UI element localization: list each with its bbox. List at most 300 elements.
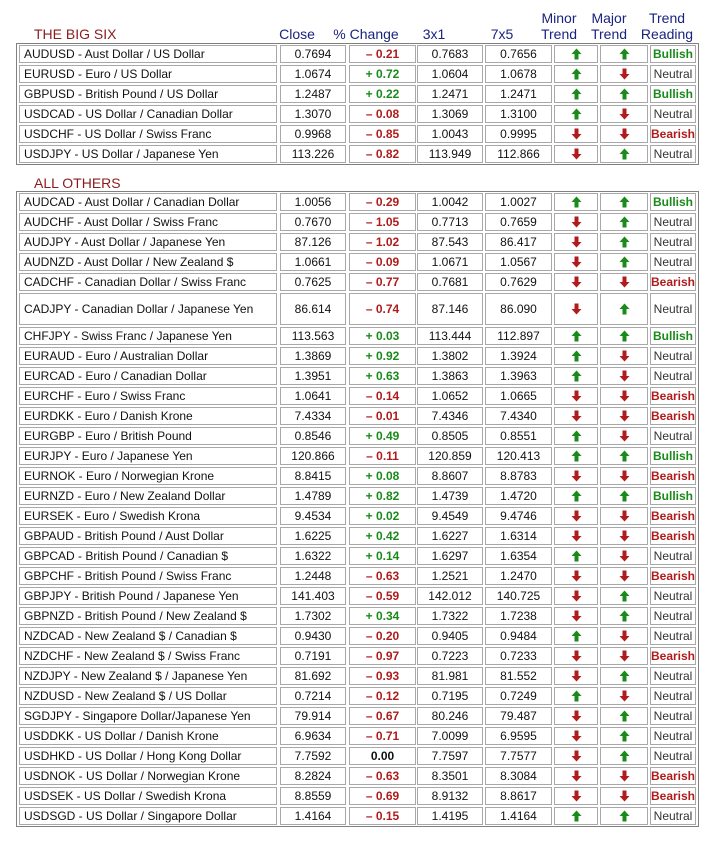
major-trend-cell bbox=[600, 767, 648, 785]
close-cell: 87.126 bbox=[280, 233, 346, 251]
pct-change-cell: – 1.05 bbox=[349, 213, 416, 231]
ma-7x5-cell: 8.3084 bbox=[485, 767, 552, 785]
trend-reading-cell: Neutral bbox=[650, 427, 696, 445]
minor-trend-cell bbox=[554, 587, 598, 605]
ma-3x1-cell: 1.4195 bbox=[417, 807, 483, 825]
ma-7x5-cell: 1.0567 bbox=[485, 253, 552, 271]
pair-name-cell: EURGBP - Euro / British Pound bbox=[19, 427, 277, 445]
pair-name-cell: NZDCAD - New Zealand $ / Canadian $ bbox=[19, 627, 277, 645]
arrow-up-icon bbox=[619, 810, 630, 822]
table-row bbox=[17, 232, 698, 252]
minor-trend-cell bbox=[554, 747, 598, 765]
table-row bbox=[17, 506, 698, 526]
major-trend-cell bbox=[600, 487, 648, 505]
arrow-down-icon bbox=[571, 710, 582, 722]
table-row bbox=[17, 124, 698, 144]
table-row bbox=[17, 766, 698, 786]
minor-trend-cell bbox=[554, 293, 598, 325]
table-row bbox=[17, 486, 698, 506]
table-row bbox=[17, 346, 698, 366]
table-row bbox=[17, 606, 698, 626]
table-row bbox=[17, 326, 698, 346]
pct-change-cell: – 0.77 bbox=[349, 273, 416, 291]
arrow-down-icon bbox=[571, 530, 582, 542]
pct-change-cell: – 0.09 bbox=[349, 253, 416, 271]
table-row bbox=[17, 746, 698, 766]
ma-7x5-cell: 7.7577 bbox=[485, 747, 552, 765]
ma-3x1-cell: 8.8607 bbox=[417, 467, 483, 485]
close-cell: 1.0056 bbox=[280, 193, 346, 211]
ma-3x1-cell: 1.0671 bbox=[417, 253, 483, 271]
close-cell: 0.9968 bbox=[280, 125, 346, 143]
close-cell: 1.2448 bbox=[280, 567, 346, 585]
pct-change-cell: + 0.63 bbox=[349, 367, 416, 385]
header-major-trend bbox=[583, 10, 635, 42]
header-minor-trend bbox=[533, 10, 585, 42]
pair-name-cell: USDDKK - US Dollar / Danish Krone bbox=[19, 727, 277, 745]
close-cell: 7.4334 bbox=[280, 407, 346, 425]
ma-3x1-cell: 87.146 bbox=[417, 293, 483, 325]
pair-name-cell: AUDCHF - Aust Dollar / Swiss Franc bbox=[19, 213, 277, 231]
major-trend-cell bbox=[600, 787, 648, 805]
trend-reading-cell: Bearish bbox=[650, 409, 696, 423]
pct-change-cell: + 0.42 bbox=[349, 527, 416, 545]
major-trend-cell bbox=[600, 145, 648, 163]
arrow-up-icon bbox=[571, 550, 582, 562]
trend-reading-cell: Neutral bbox=[650, 547, 696, 565]
close-cell: 0.9430 bbox=[280, 627, 346, 645]
pct-change-cell: – 0.14 bbox=[349, 387, 416, 405]
table-row bbox=[17, 546, 698, 566]
major-trend-cell bbox=[600, 407, 648, 425]
pair-name-cell: EURAUD - Euro / Australian Dollar bbox=[19, 347, 277, 365]
ma-7x5-cell: 86.417 bbox=[485, 233, 552, 251]
pct-change-cell: – 0.01 bbox=[349, 407, 416, 425]
close-cell: 1.6225 bbox=[280, 527, 346, 545]
ma-3x1-cell: 87.543 bbox=[417, 233, 483, 251]
header-minor-line2: Trend bbox=[540, 26, 578, 42]
pair-name-cell: USDSGD - US Dollar / Singapore Dollar bbox=[19, 807, 277, 825]
major-trend-cell bbox=[600, 807, 648, 825]
arrow-down-icon bbox=[619, 108, 630, 120]
arrow-down-icon bbox=[619, 276, 630, 288]
arrow-down-icon bbox=[619, 630, 630, 642]
ma-7x5-cell: 112.897 bbox=[485, 327, 552, 345]
trend-reading-cell: Bearish bbox=[650, 569, 696, 583]
arrow-up-icon bbox=[619, 88, 630, 100]
minor-trend-cell bbox=[554, 687, 598, 705]
pair-name-cell: AUDJPY - Aust Dollar / Japanese Yen bbox=[19, 233, 277, 251]
ma-3x1-cell: 1.0043 bbox=[417, 125, 483, 143]
pair-name-cell: CADJPY - Canadian Dollar / Japanese Yen bbox=[19, 293, 277, 325]
pair-name-cell: EURJPY - Euro / Japanese Yen bbox=[19, 447, 277, 465]
major-trend-cell bbox=[600, 587, 648, 605]
ma-3x1-cell: 7.7597 bbox=[417, 747, 483, 765]
ma-7x5-cell: 0.8551 bbox=[485, 427, 552, 445]
arrow-up-icon bbox=[619, 256, 630, 268]
pair-name-cell: NZDJPY - New Zealand $ / Japanese Yen bbox=[19, 667, 277, 685]
major-trend-cell bbox=[600, 273, 648, 291]
arrow-up-icon bbox=[619, 590, 630, 602]
ma-3x1-cell: 0.7195 bbox=[417, 687, 483, 705]
major-trend-cell bbox=[600, 647, 648, 665]
section-title-all-others: ALL OTHERS bbox=[34, 175, 121, 191]
minor-trend-cell bbox=[554, 787, 598, 805]
major-trend-cell bbox=[600, 547, 648, 565]
arrow-down-icon bbox=[571, 650, 582, 662]
pct-change-cell: – 0.21 bbox=[349, 45, 416, 63]
pct-change-cell: – 0.85 bbox=[349, 125, 416, 143]
major-trend-cell bbox=[600, 447, 648, 465]
trend-reading-cell: Neutral bbox=[650, 727, 696, 745]
header-7x5: 7x5 bbox=[490, 26, 514, 42]
ma-7x5-cell: 1.3100 bbox=[485, 105, 552, 123]
close-cell: 1.0641 bbox=[280, 387, 346, 405]
pair-name-cell: AUDNZD - Aust Dollar / New Zealand $ bbox=[19, 253, 277, 271]
trend-reading-cell: Neutral bbox=[650, 607, 696, 625]
pct-change-cell: + 0.49 bbox=[349, 427, 416, 445]
ma-3x1-cell: 7.4346 bbox=[417, 407, 483, 425]
ma-7x5-cell: 0.7629 bbox=[485, 273, 552, 291]
ma-3x1-cell: 81.981 bbox=[417, 667, 483, 685]
pair-name-cell: GBPAUD - British Pound / Aust Dollar bbox=[19, 527, 277, 545]
pct-change-cell: 0.00 bbox=[349, 747, 416, 765]
trend-reading-cell: Bullish bbox=[650, 487, 696, 505]
header-reading-line1: Trend bbox=[648, 10, 686, 26]
minor-trend-cell bbox=[554, 367, 598, 385]
minor-trend-cell bbox=[554, 607, 598, 625]
ma-7x5-cell: 1.0027 bbox=[485, 193, 552, 211]
trend-reading-cell: Neutral bbox=[650, 293, 696, 325]
table-row bbox=[17, 272, 698, 292]
major-trend-cell bbox=[600, 527, 648, 545]
header-minor-line1: Minor bbox=[541, 10, 577, 26]
trend-reading-cell: Neutral bbox=[650, 707, 696, 725]
minor-trend-cell bbox=[554, 667, 598, 685]
table-row bbox=[17, 566, 698, 586]
arrow-down-icon bbox=[619, 530, 630, 542]
ma-3x1-cell: 1.2471 bbox=[417, 85, 483, 103]
minor-trend-cell bbox=[554, 447, 598, 465]
ma-7x5-cell: 1.7238 bbox=[485, 607, 552, 625]
pair-name-cell: USDCAD - US Dollar / Canadian Dollar bbox=[19, 105, 277, 123]
ma-3x1-cell: 1.0042 bbox=[417, 193, 483, 211]
close-cell: 113.563 bbox=[280, 327, 346, 345]
ma-7x5-cell: 6.9595 bbox=[485, 727, 552, 745]
ma-7x5-cell: 7.4340 bbox=[485, 407, 552, 425]
major-trend-cell bbox=[600, 467, 648, 485]
pct-change-cell: + 0.08 bbox=[349, 467, 416, 485]
arrow-up-icon bbox=[571, 68, 582, 80]
close-cell: 0.8546 bbox=[280, 427, 346, 445]
pair-name-cell: USDCHF - US Dollar / Swiss Franc bbox=[19, 125, 277, 143]
table-row bbox=[17, 586, 698, 606]
arrow-down-icon bbox=[619, 410, 630, 422]
ma-3x1-cell: 0.8505 bbox=[417, 427, 483, 445]
pair-name-cell: EURUSD - Euro / US Dollar bbox=[19, 65, 277, 83]
close-cell: 1.4789 bbox=[280, 487, 346, 505]
major-trend-cell bbox=[600, 607, 648, 625]
close-cell: 8.2824 bbox=[280, 767, 346, 785]
ma-3x1-cell: 1.3069 bbox=[417, 105, 483, 123]
major-trend-cell bbox=[600, 45, 648, 63]
trend-reading-cell: Bullish bbox=[650, 193, 696, 211]
pair-name-cell: GBPNZD - British Pound / New Zealand $ bbox=[19, 607, 277, 625]
ma-3x1-cell: 8.9132 bbox=[417, 787, 483, 805]
minor-trend-cell bbox=[554, 273, 598, 291]
close-cell: 1.4164 bbox=[280, 807, 346, 825]
pct-change-cell: – 0.67 bbox=[349, 707, 416, 725]
pct-change-cell: + 0.34 bbox=[349, 607, 416, 625]
pct-change-cell: – 0.63 bbox=[349, 767, 416, 785]
close-cell: 1.7302 bbox=[280, 607, 346, 625]
trend-reading-cell: Neutral bbox=[650, 65, 696, 83]
pct-change-cell: + 0.14 bbox=[349, 547, 416, 565]
ma-3x1-cell: 1.2521 bbox=[417, 567, 483, 585]
close-cell: 1.2487 bbox=[280, 85, 346, 103]
arrow-down-icon bbox=[571, 148, 582, 160]
arrow-up-icon bbox=[571, 490, 582, 502]
trend-reading-cell: Bearish bbox=[650, 789, 696, 803]
close-cell: 1.3070 bbox=[280, 105, 346, 123]
trend-reading-cell: Neutral bbox=[650, 367, 696, 385]
major-trend-cell bbox=[600, 293, 648, 325]
major-trend-cell bbox=[600, 193, 648, 211]
ma-7x5-cell: 120.413 bbox=[485, 447, 552, 465]
section-title-big-six: THE BIG SIX bbox=[34, 26, 117, 42]
ma-7x5-cell: 1.2471 bbox=[485, 85, 552, 103]
minor-trend-cell bbox=[554, 105, 598, 123]
minor-trend-cell bbox=[554, 45, 598, 63]
header-trend-reading bbox=[636, 10, 698, 42]
ma-7x5-cell: 0.7233 bbox=[485, 647, 552, 665]
arrow-up-icon bbox=[571, 48, 582, 60]
table-row bbox=[17, 144, 698, 164]
close-cell: 8.8415 bbox=[280, 467, 346, 485]
pct-change-cell: – 0.15 bbox=[349, 807, 416, 825]
arrow-up-icon bbox=[619, 236, 630, 248]
arrow-down-icon bbox=[619, 570, 630, 582]
ma-7x5-cell: 1.3963 bbox=[485, 367, 552, 385]
trend-reading-cell: Bullish bbox=[650, 85, 696, 103]
pair-name-cell: EURCAD - Euro / Canadian Dollar bbox=[19, 367, 277, 385]
minor-trend-cell bbox=[554, 727, 598, 745]
arrow-up-icon bbox=[571, 450, 582, 462]
arrow-down-icon bbox=[619, 350, 630, 362]
trend-reading-cell: Bearish bbox=[650, 509, 696, 523]
trend-reading-cell: Bearish bbox=[650, 769, 696, 783]
close-cell: 1.3869 bbox=[280, 347, 346, 365]
ma-7x5-cell: 9.4746 bbox=[485, 507, 552, 525]
arrow-up-icon bbox=[619, 730, 630, 742]
minor-trend-cell bbox=[554, 427, 598, 445]
close-cell: 141.403 bbox=[280, 587, 346, 605]
header-major-line2: Trend bbox=[590, 26, 628, 42]
pair-name-cell: AUDUSD - Aust Dollar / US Dollar bbox=[19, 45, 277, 63]
table-header bbox=[0, 9, 714, 45]
major-trend-cell bbox=[600, 627, 648, 645]
ma-7x5-cell: 86.090 bbox=[485, 293, 552, 325]
arrow-up-icon bbox=[619, 670, 630, 682]
ma-3x1-cell: 1.6297 bbox=[417, 547, 483, 565]
ma-3x1-cell: 1.0604 bbox=[417, 65, 483, 83]
pct-change-cell: + 0.22 bbox=[349, 85, 416, 103]
pct-change-cell: – 0.20 bbox=[349, 627, 416, 645]
arrow-up-icon bbox=[571, 88, 582, 100]
arrow-down-icon bbox=[571, 570, 582, 582]
pair-name-cell: CADCHF - Canadian Dollar / Swiss Franc bbox=[19, 273, 277, 291]
pair-name-cell: NZDCHF - New Zealand $ / Swiss Franc bbox=[19, 647, 277, 665]
table-row bbox=[17, 466, 698, 486]
major-trend-cell bbox=[600, 65, 648, 83]
major-trend-cell bbox=[600, 125, 648, 143]
trend-reading-cell: Bullish bbox=[650, 45, 696, 63]
trend-reading-cell: Bullish bbox=[650, 327, 696, 345]
ma-3x1-cell: 113.949 bbox=[417, 145, 483, 163]
table-row bbox=[17, 292, 698, 326]
pair-name-cell: NZDUSD - New Zealand $ / US Dollar bbox=[19, 687, 277, 705]
close-cell: 1.6322 bbox=[280, 547, 346, 565]
table-row bbox=[17, 366, 698, 386]
close-cell: 1.0661 bbox=[280, 253, 346, 271]
table-row bbox=[17, 806, 698, 826]
close-cell: 0.7625 bbox=[280, 273, 346, 291]
arrow-down-icon bbox=[619, 550, 630, 562]
table-row bbox=[17, 406, 698, 426]
ma-3x1-cell: 1.6227 bbox=[417, 527, 483, 545]
arrow-down-icon bbox=[571, 610, 582, 622]
pct-change-cell: + 0.82 bbox=[349, 487, 416, 505]
ma-7x5-cell: 1.6354 bbox=[485, 547, 552, 565]
pct-change-cell: – 0.11 bbox=[349, 447, 416, 465]
major-trend-cell bbox=[600, 213, 648, 231]
table-row bbox=[17, 44, 698, 64]
arrow-down-icon bbox=[619, 68, 630, 80]
trend-reading-cell: Neutral bbox=[650, 105, 696, 123]
major-trend-cell bbox=[600, 85, 648, 103]
table-row bbox=[17, 786, 698, 806]
ma-7x5-cell: 112.866 bbox=[485, 145, 552, 163]
minor-trend-cell bbox=[554, 807, 598, 825]
trend-reading-cell: Bearish bbox=[650, 529, 696, 543]
ma-3x1-cell: 0.9405 bbox=[417, 627, 483, 645]
pair-name-cell: CHFJPY - Swiss Franc / Japanese Yen bbox=[19, 327, 277, 345]
table-row bbox=[17, 446, 698, 466]
arrow-up-icon bbox=[571, 350, 582, 362]
arrow-down-icon bbox=[571, 216, 582, 228]
header-pct-change: % Change bbox=[333, 26, 399, 42]
table-row bbox=[17, 626, 698, 646]
pair-name-cell: EURCHF - Euro / Swiss Franc bbox=[19, 387, 277, 405]
trend-reading-cell: Neutral bbox=[650, 253, 696, 271]
pair-name-cell: AUDCAD - Aust Dollar / Canadian Dollar bbox=[19, 193, 277, 211]
trend-reading-cell: Neutral bbox=[650, 145, 696, 163]
pair-name-cell: USDNOK - US Dollar / Norwegian Krone bbox=[19, 767, 277, 785]
ma-7x5-cell: 1.2470 bbox=[485, 567, 552, 585]
major-trend-cell bbox=[600, 367, 648, 385]
pair-name-cell: GBPUSD - British Pound / US Dollar bbox=[19, 85, 277, 103]
minor-trend-cell bbox=[554, 387, 598, 405]
arrow-up-icon bbox=[619, 216, 630, 228]
minor-trend-cell bbox=[554, 125, 598, 143]
ma-3x1-cell: 1.3863 bbox=[417, 367, 483, 385]
trend-reading-cell: Neutral bbox=[650, 747, 696, 765]
arrow-up-icon bbox=[571, 196, 582, 208]
minor-trend-cell bbox=[554, 145, 598, 163]
arrow-down-icon bbox=[619, 430, 630, 442]
major-trend-cell bbox=[600, 567, 648, 585]
arrow-up-icon bbox=[619, 610, 630, 622]
close-cell: 8.8559 bbox=[280, 787, 346, 805]
header-close: Close bbox=[279, 26, 315, 42]
table-row bbox=[17, 252, 698, 272]
arrow-up-icon bbox=[619, 490, 630, 502]
header-3x1: 3x1 bbox=[422, 26, 446, 42]
close-cell: 113.226 bbox=[280, 145, 346, 163]
minor-trend-cell bbox=[554, 707, 598, 725]
pair-name-cell: EURDKK - Euro / Danish Krone bbox=[19, 407, 277, 425]
arrow-up-icon bbox=[571, 690, 582, 702]
minor-trend-cell bbox=[554, 347, 598, 365]
minor-trend-cell bbox=[554, 193, 598, 211]
ma-3x1-cell: 8.3501 bbox=[417, 767, 483, 785]
close-cell: 9.4534 bbox=[280, 507, 346, 525]
ma-3x1-cell: 0.7681 bbox=[417, 273, 483, 291]
arrow-down-icon bbox=[619, 470, 630, 482]
minor-trend-cell bbox=[554, 85, 598, 103]
arrow-down-icon bbox=[571, 790, 582, 802]
table-row bbox=[17, 192, 698, 212]
ma-7x5-cell: 1.4164 bbox=[485, 807, 552, 825]
arrow-down-icon bbox=[571, 750, 582, 762]
ma-3x1-cell: 1.0652 bbox=[417, 387, 483, 405]
arrow-up-icon bbox=[619, 148, 630, 160]
table-row bbox=[17, 386, 698, 406]
table-row bbox=[17, 526, 698, 546]
minor-trend-cell bbox=[554, 253, 598, 271]
pair-name-cell: GBPCHF - British Pound / Swiss Franc bbox=[19, 567, 277, 585]
major-trend-cell bbox=[600, 747, 648, 765]
pct-change-cell: – 1.02 bbox=[349, 233, 416, 251]
arrow-down-icon bbox=[571, 770, 582, 782]
arrow-up-icon bbox=[571, 630, 582, 642]
header-major-line1: Major bbox=[591, 10, 627, 26]
ma-3x1-cell: 0.7683 bbox=[417, 45, 483, 63]
ma-3x1-cell: 9.4549 bbox=[417, 507, 483, 525]
ma-7x5-cell: 0.9995 bbox=[485, 125, 552, 143]
pair-name-cell: USDHKD - US Dollar / Hong Kong Dollar bbox=[19, 747, 277, 765]
arrow-down-icon bbox=[619, 510, 630, 522]
minor-trend-cell bbox=[554, 567, 598, 585]
major-trend-cell bbox=[600, 727, 648, 745]
close-cell: 1.0674 bbox=[280, 65, 346, 83]
minor-trend-cell bbox=[554, 467, 598, 485]
major-trend-cell bbox=[600, 253, 648, 271]
arrow-up-icon bbox=[619, 750, 630, 762]
arrow-down-icon bbox=[571, 390, 582, 402]
all-others-table bbox=[16, 191, 699, 827]
trend-reading-cell: Neutral bbox=[650, 807, 696, 825]
ma-7x5-cell: 8.8783 bbox=[485, 467, 552, 485]
major-trend-cell bbox=[600, 427, 648, 445]
ma-3x1-cell: 80.246 bbox=[417, 707, 483, 725]
minor-trend-cell bbox=[554, 627, 598, 645]
arrow-up-icon bbox=[619, 196, 630, 208]
ma-3x1-cell: 1.3802 bbox=[417, 347, 483, 365]
close-cell: 79.914 bbox=[280, 707, 346, 725]
major-trend-cell bbox=[600, 507, 648, 525]
table-row bbox=[17, 212, 698, 232]
